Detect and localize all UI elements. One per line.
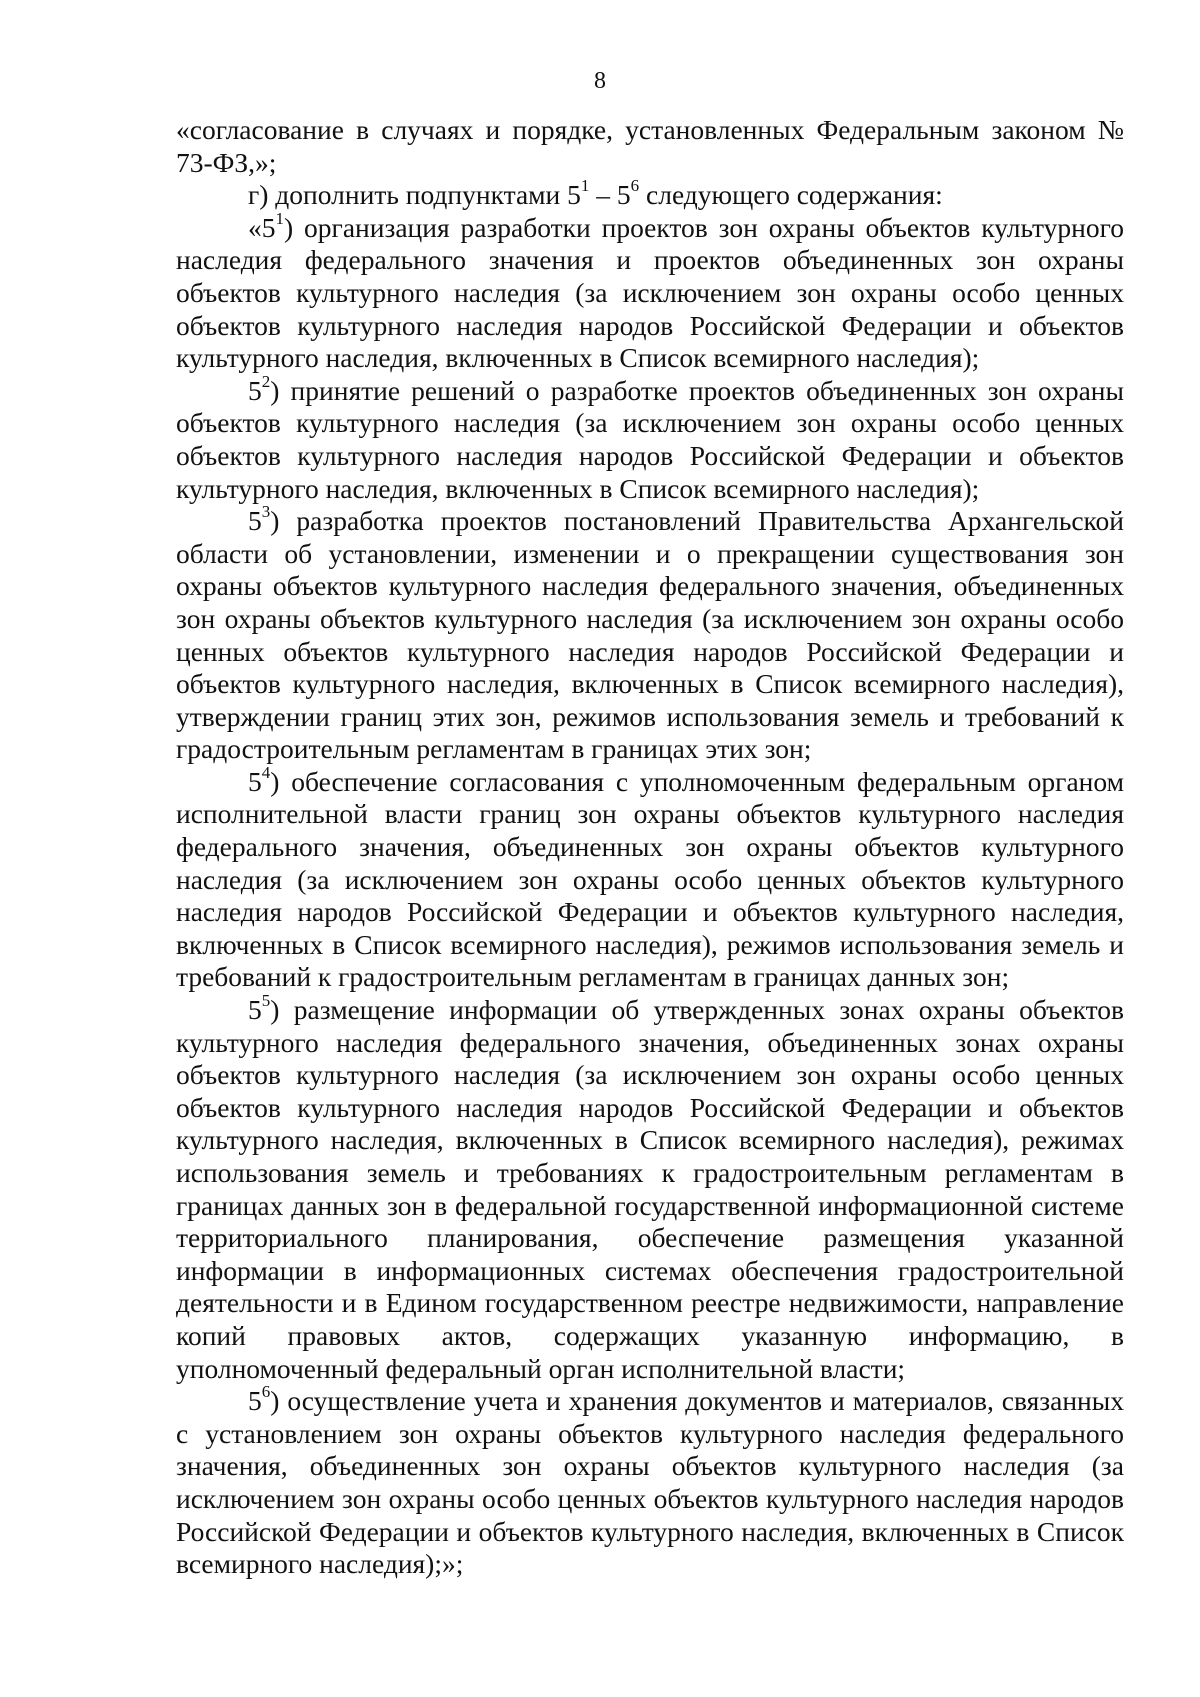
paragraph-p5 [176, 762, 1124, 994]
paragraph-p1 [176, 176, 1124, 212]
paragraph-text: 5 [248, 505, 262, 537]
superscript-index: 6 [630, 176, 640, 196]
page-number: 8 [594, 68, 606, 94]
superscript-index: 2 [261, 371, 271, 391]
paragraph-text: – 5 [589, 179, 631, 211]
paragraph-p3 [176, 371, 1124, 505]
paragraph-text: «согласование в случаях и порядке, установленных Федеральным законом № 73-ФЗ,»; [176, 114, 1124, 178]
superscript-index: 3 [261, 501, 271, 521]
paragraph-text: ) размещение информации об утвержденных зонах охраны объектов культурного наследия федерального значения, объединенных зонах охраны объектов культурного наследия (за исключением зон охраны особо ценных объектов культурного наследия народов Российской Федерации и объектов культурного наследия, включенных в Список всемирного наследия), режимах использования земель и требованиях к градостроительным регламентам в границах данных зон в федеральной государственной информационной системе территориального планирования, обеспечение размещения указанной информации в информационных системах обеспечения градостроительной деятельности и в Едином государственном реестре недвижимости, направление копий правовых актов, содержащих указанную информацию, в уполномоченный федеральный орган исполнительной власти; [176, 994, 1124, 1384]
paragraph-text: ) принятие решений о разработке проектов объединенных зон охраны объектов культурного наследия (за исключением зон охраны особо ценных объектов культурного наследия народов Российской Федерации и объектов культурного наследия, включенных в Список всемирного наследия); [176, 374, 1124, 504]
superscript-index: 5 [261, 990, 271, 1010]
paragraph-text: ) организация разработки проектов зон охраны объектов культурного наследия федерального значения и проектов объединенных зон охраны объектов культурного наследия (за исключением зон охраны особо ценных объектов культурного наследия народов Российской Федерации и объектов культурного наследия, включенных в Список всемирного наследия); [176, 211, 1124, 374]
paragraph-p6 [176, 990, 1124, 1385]
paragraph-text: 5 [248, 1385, 262, 1417]
superscript-index: 6 [261, 1382, 271, 1401]
paragraph-text: г) дополнить подпунктами 5 [248, 179, 581, 211]
paragraph-text: 5 [248, 994, 262, 1026]
superscript-index: 1 [580, 176, 590, 196]
paragraph-text: ) обеспечение согласования с уполномоченным федеральным органом исполнительной власти границ зон охраны объектов культурного наследия федерального значения, объединенных зон охраны объектов культурного наследия (за исключением зон охраны особо ценных объектов культурного наследия народов Российской Федерации и объектов культурного наследия, включенных в Список всемирного наследия), режимов использования земель и требований к градостроительным регламентам в границах данных зон; [176, 765, 1124, 993]
paragraph-text: ) осуществление учета и хранения документов и материалов, связанных с установлением зон охраны объектов культурного наследия федерального значения, объединенных зон охраны объектов культурного наследия (за исключением зон охраны особо ценных объектов культурного наследия народов Российской Федерации и объектов культурного наследия, включенных в Список всемирного наследия);»; [176, 1385, 1124, 1580]
paragraph-p4 [176, 501, 1124, 766]
paragraph-text: ) разработка проектов постановлений Правительства Архангельской области об установлении, изменении и о прекращении существования зон охраны объектов культурного наследия федерального значения, объединенных зон охраны объектов культурного наследия (за исключением зон охраны особо ценных объектов культурного наследия народов Российской Федерации и объектов культурного наследия, включенных в Список всемирного наследия), утверждении границ этих зон, режимов использования земель и требований к градостроительным регламентам в границах этих зон; [176, 505, 1124, 765]
paragraph-p2 [176, 208, 1124, 375]
paragraph-p7 [176, 1382, 1124, 1581]
paragraph-text: 5 [248, 765, 262, 797]
paragraph-text: следующего содержания: [639, 179, 943, 211]
paragraph-text: «5 [248, 211, 276, 243]
superscript-index: 1 [275, 208, 284, 228]
superscript-index: 4 [261, 762, 271, 782]
paragraph-p0 [176, 114, 1124, 179]
document-body [176, 114, 1124, 1581]
paragraph-text: 5 [248, 374, 262, 406]
